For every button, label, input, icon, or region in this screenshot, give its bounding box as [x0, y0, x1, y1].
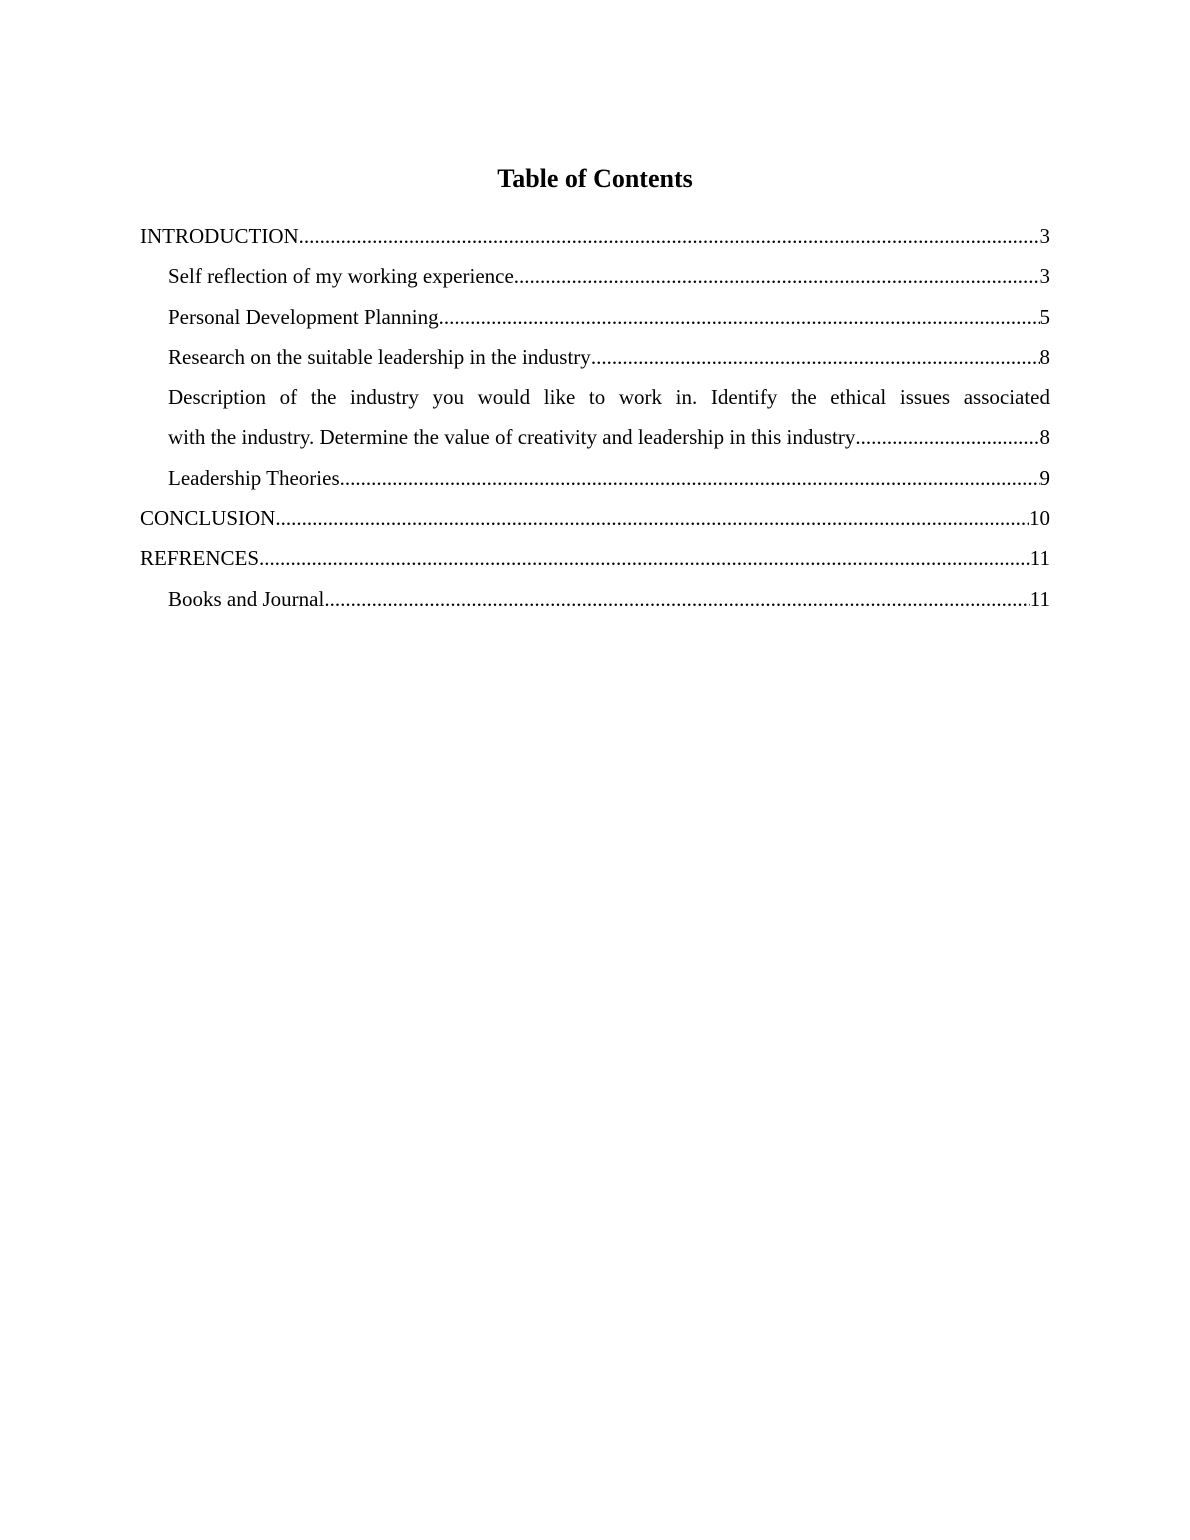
toc-dot-leader [275, 498, 1029, 538]
toc-dot-leader [855, 417, 1039, 457]
toc-page-number: 10 [1029, 506, 1050, 531]
toc-entry-text: Books and Journal [168, 586, 325, 611]
toc-page-number: 9 [1039, 465, 1050, 490]
toc-page-number: 11 [1029, 586, 1050, 611]
toc-dot-leader [299, 216, 1040, 256]
toc-entry-text: Leadership Theories [168, 465, 340, 490]
toc-entry-text: CONCLUSION [140, 506, 276, 531]
toc-entry-self-reflection[interactable] [140, 256, 1050, 296]
toc-entry-text-line2: with the industry. Determine the value of creativity and leadership in this industry [168, 425, 856, 450]
toc-entry-references[interactable] [140, 538, 1050, 578]
toc-entry-conclusion[interactable] [140, 498, 1050, 538]
toc-entry-introduction[interactable] [140, 216, 1050, 256]
toc-dot-leader [514, 256, 1040, 296]
toc-entry-research-leadership[interactable] [140, 337, 1050, 377]
toc-entry-books-journal[interactable] [140, 579, 1050, 619]
toc-entry-leadership-theories[interactable] [140, 458, 1050, 498]
toc-page-number: 3 [1039, 224, 1050, 248]
toc-dot-leader [340, 458, 1040, 498]
toc-entry-text: Research on the suitable leadership in the industry [168, 344, 591, 369]
toc-entry-text: Personal Development Planning [168, 304, 439, 329]
toc-entry-text-line1: Description of the industry you would like to work in. Identify the ethical issues associated [168, 385, 1050, 410]
toc-entry-text: REFRENCES [140, 546, 260, 571]
toc-entry-text: Self reflection of my working experience [168, 264, 514, 289]
toc-list [140, 216, 1050, 619]
toc-page-number: 3 [1039, 264, 1050, 289]
toc-dot-leader [591, 337, 1040, 377]
toc-entry-text: INTRODUCTION [140, 224, 299, 248]
toc-dot-leader [324, 579, 1029, 619]
toc-page-number: 5 [1039, 304, 1050, 329]
toc-title: Table of Contents [497, 164, 693, 193]
toc-entry-industry-description[interactable] [140, 377, 1050, 458]
toc-entry-personal-development[interactable] [140, 297, 1050, 337]
toc-entry-line2 [168, 417, 1050, 457]
toc-dot-leader [259, 538, 1030, 578]
toc-page-number: 8 [1039, 344, 1050, 369]
toc-page-number: 11 [1029, 546, 1050, 571]
toc-dot-leader [439, 297, 1040, 337]
toc-page-number: 8 [1039, 425, 1050, 450]
